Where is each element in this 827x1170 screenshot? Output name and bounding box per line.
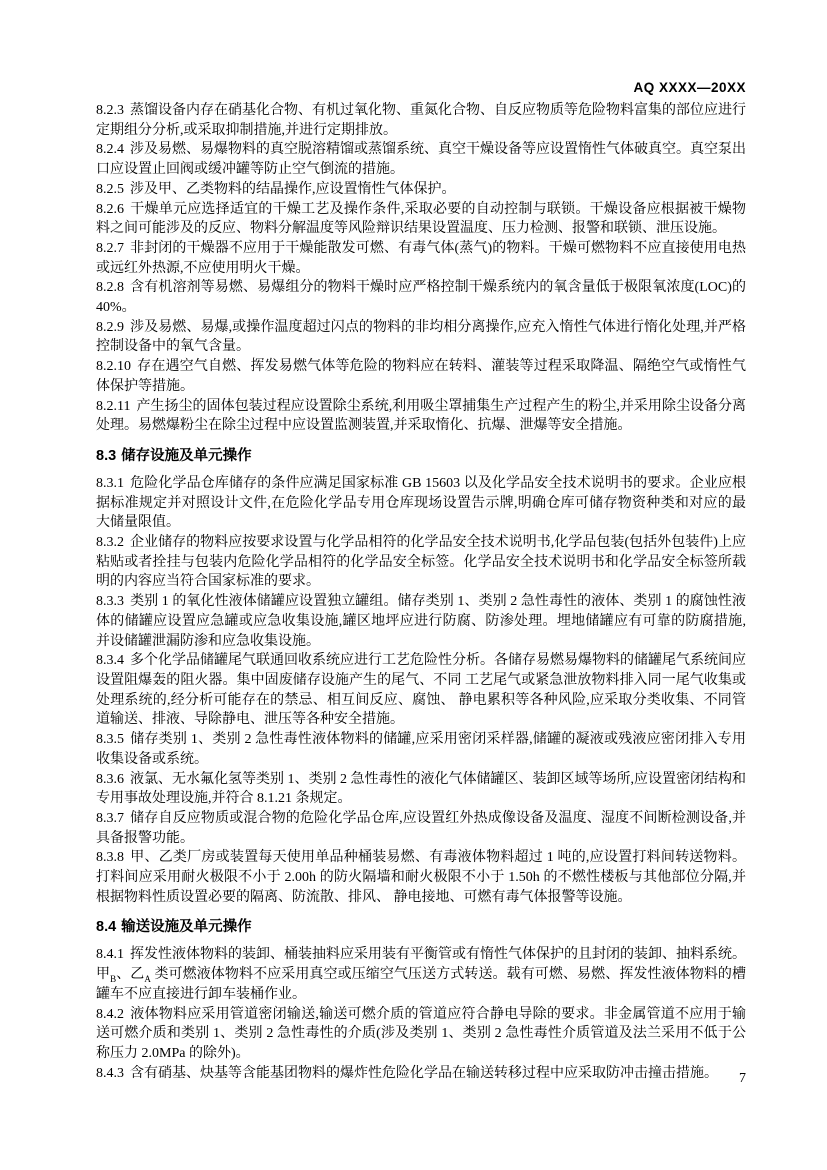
clause-text: 类别 1 的氧化性液体储罐应设置独立罐组。储存类别 1、类别 2 急性毒性的液体、类别 1 的腐蚀性液体的储罐应设置应急罐或应急收集设施,罐区地坪应进行防腐、防渗处理。埋地储罐应有可靠的防腐措施,并设储罐泄漏防渗和应急收集设施。 (96, 594, 746, 649)
section-number: 8.3 (96, 447, 117, 464)
clause-number: 8.2.7 (96, 240, 124, 256)
clause-8-2-9 (96, 318, 746, 357)
clause-number: 8.4.1 (96, 947, 124, 963)
clause-text: 干燥单元应选择适宜的干燥工艺及操作条件,采取必要的自动控制与联锁。干燥设备应根据被干燥物料之间可能涉及的反应、物料分解温度等风险辩识结果设置温度、压力检测、报警和联锁、泄压设施。 (96, 201, 746, 237)
clause-number: 8.3.2 (96, 535, 124, 551)
clause-number: 8.3.5 (96, 732, 124, 748)
clause-8-2-5 (96, 180, 746, 200)
clause-8-3-3 (96, 592, 746, 651)
clause-8-3-1 (96, 474, 746, 533)
clause-number: 8.2.10 (96, 359, 131, 375)
clause-8-3-5 (96, 730, 746, 769)
standard-number-header: AQ XXXX—20XX (633, 80, 746, 95)
clause-number: 8.3.8 (96, 850, 124, 866)
clause-text: 甲、乙类厂房或装置每天使用单品种桶装易燃、有毒液体物料超过 1 吨的,应设置打料间转送物料。打料间应采用耐火极限不小于 2.00h 的防火隔墙和耐火极限不小于 1.50h 的不燃性楼板与其他部位分隔,并根据物料性质设置必要的隔离、防流散、排风、 静电接地、可燃有毒气体报警等设施。 (96, 850, 746, 905)
clause-text: 含有硝基、炔基等含能基团物料的爆炸性危险化学品在输送转移过程中应采取防冲击撞击措施。 (130, 1065, 718, 1081)
clause-text: 涉及易燃、易爆,或操作温度超过闪点的物料的非均相分离操作,应充入惰性气体进行惰化处理,并严格控制设备中的氧气含量。 (96, 319, 746, 355)
clause-text: 液氯、无水氟化氢等类别 1、类别 2 急性毒性的液化气体储罐区、装卸区域等场所,应设置密闭结构和专用事故处理设施,并符合 8.1.21 条规定。 (96, 771, 746, 807)
clause-number: 8.3.7 (96, 810, 124, 826)
section-number: 8.4 (96, 919, 117, 936)
clause-8-2-6 (96, 200, 746, 239)
clause-number: 8.3.3 (96, 594, 124, 610)
document-content (96, 101, 746, 1083)
clause-text: 非封闭的干燥器不应用于干燥能散发可燃、有毒气体(蒸气)的物料。干燥可燃物料不应直接使用电热或远红外热源,不应使用明火干燥。 (96, 240, 746, 276)
clause-number: 8.2.8 (96, 280, 124, 296)
clause-number: 8.2.3 (96, 103, 124, 118)
clause-number: 8.2.9 (96, 319, 124, 335)
clause-8-2-11 (96, 397, 746, 436)
clause-number: 8.2.5 (96, 181, 124, 197)
clause-text: 储存自反应物质或混合物的危险化学品仓库,应设置红外热成像设备及温度、湿度不间断检测设备,并具备报警功能。 (96, 810, 746, 846)
clause-text: 蒸馏设备内存在硝基化合物、有机过氧化物、重氮化合物、自反应物质等危险物料富集的部位应进行定期组分分析,或采取抑制措施,并进行定期排放。 (96, 103, 746, 138)
clause-number: 8.3.1 (96, 475, 124, 491)
clause-text: 存在遇空气自燃、挥发易燃气体等危险的物料应在转料、灌装等过程采取降温、隔绝空气或惰性气体保护等措施。 (96, 359, 746, 394)
clause-8-3-6 (96, 770, 746, 809)
clause-8-4-1 (96, 945, 746, 1004)
clause-text: 企业储存的物料应按要求设置与化学品相符的化学品安全技术说明书,化学品包装(包括外包装件)上应粘贴或者拴挂与包装内危险化学品相符的化学品安全标签。化学品安全技术说明书和化学品安全标签所载明的内容应当符合国家标准的要求。 (96, 535, 746, 590)
clause-8-2-8 (96, 278, 746, 317)
clause-number: 8.3.6 (96, 771, 124, 787)
clause-8-2-4 (96, 140, 746, 179)
clause-text: 多个化学品储罐尾气联通回收系统应进行工艺危险性分析。各储存易燃易爆物料的储罐尾气系统间应设置阻爆轰的阻火器。集中固废储存设施产生的尾气、不同 工艺尾气或紧急泄放物料排入同一尾气收集或处理系统的,经分析可能存在的禁忌、相互间反应、腐蚀、 静电累积等各种风险,应采取分类收集、不同管道输送、排液、导除静电、泄压等各种安全措施。 (96, 653, 746, 728)
section-heading-8-3 (96, 446, 746, 466)
clause-8-2-3 (96, 101, 746, 140)
clause-number: 8.3.4 (96, 653, 124, 669)
clause-8-3-2 (96, 533, 746, 592)
clause-text: 产生扬尘的固体包装过程应设置除尘系统,利用吸尘罩捕集生产过程产生的粉尘,并采用除尘设备分离处理。易燃爆粉尘在除尘过程中应设置监测装置,并采取惰化、抗爆、泄爆等安全措施。 (96, 398, 746, 434)
clause-8-3-8 (96, 848, 746, 907)
section-title: 输送设施及单元操作 (121, 919, 252, 936)
clause-text: 液体物料应采用管道密闭输送,输送可燃介质的管道应符合静电导除的要求。非金属管道不应用于输送可燃介质和类别 1、类别 2 急性毒性的介质(涉及类别 1、类别 2 急性毒性介质管道及法兰采用不低于公称压力 2.0MPa 的除外)。 (96, 1006, 746, 1061)
clause-8-2-7 (96, 239, 746, 278)
clause-text: 含有机溶剂等易燃、易爆组分的物料干燥时应严格控制干燥系统内的氧含量低于极限氧浓度(LOC)的 40%。 (96, 280, 746, 316)
clause-text: 储存类别 1、类别 2 急性毒性液体物料的储罐,应采用密闭采样器,储罐的凝液或残液应密闭排入专用收集设备或系统。 (96, 732, 746, 767)
clause-text: 涉及甲、乙类物料的结晶操作,应设置惰性气体保护。 (130, 181, 456, 197)
clause-number: 8.2.11 (96, 398, 131, 414)
clause-number: 8.2.4 (96, 142, 124, 158)
page-number: 7 (739, 1071, 746, 1086)
clause-text: 挥发性液体物料的装卸、桶装抽料应采用装有平衡管或有惰性气体保护的且封闭的装卸、抽料系统。甲$_B$、乙$_A$ 类可燃液体物料不应采用真空或压缩空气压送方式转送。载有可燃、易燃、挥发性液体物料的槽罐车不应直接进行卸车装桶作业。 (96, 947, 747, 1002)
clause-text: 涉及易燃、易爆物料的真空脱溶精馏或蒸馏系统、真空干燥设备等应设置惰性气体破真空。真空泵出口应设置止回阀或缓冲罐等防止空气倒流的措施。 (96, 142, 746, 178)
clause-8-4-2 (96, 1005, 746, 1064)
clause-text: 危险化学品仓库储存的条件应满足国家标准 GB 15603 以及化学品安全技术说明书的要求。企业应根据标准规定并对照设计文件,在危险化学品专用仓库现场设置告示牌,明确仓库可储存物资种类和对应的最大储量限值。 (96, 475, 746, 531)
clause-8-2-10 (96, 357, 746, 396)
section-title: 储存设施及单元操作 (121, 447, 252, 464)
clause-number: 8.2.6 (96, 201, 124, 217)
clause-8-3-4 (96, 651, 746, 730)
clause-8-3-7 (96, 809, 746, 848)
clause-number: 8.4.3 (96, 1065, 124, 1081)
section-heading-8-4 (96, 917, 746, 937)
clause-number: 8.4.2 (96, 1006, 124, 1022)
